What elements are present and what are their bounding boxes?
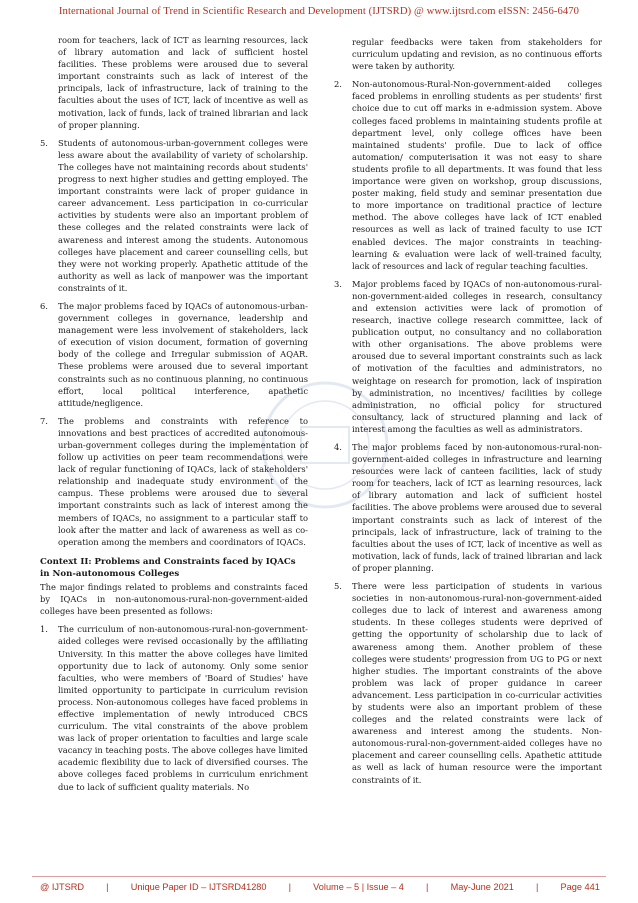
footer-brand: @ IJTSRD (40, 882, 85, 892)
list-item (40, 300, 308, 409)
list-item (40, 415, 308, 548)
footer-date: May-June 2021 (450, 882, 514, 892)
footer-separator: | (426, 882, 429, 892)
continued-paragraph: regular feedbacks were taken from stakeholders for curriculum updating and revision, as no continuous efforts were taken by authority. (352, 37, 602, 72)
footer-page-number: Page 441 (560, 882, 600, 892)
continued-paragraph: room for teachers, lack of ICT as learning resources, lack of library automation and lack of sufficient hostel facilities. These problems were aroused due to several important constraints such as lack of interest of the principals, lack of infrastructure, lack of training to the faculties about the uses of ICT, lack of incentive as well as motivation, lack of funds, lack of trained librarian and lack of proper planning. (58, 35, 308, 130)
list-item (334, 580, 602, 786)
item-number: 2. (334, 79, 342, 90)
list-item (334, 441, 602, 574)
item-number: 3. (334, 278, 342, 289)
item-number: 7. (40, 415, 48, 426)
item-text: The major problems faced by IQACs of autonomous-urban-government colleges in governance, leadership and management were less involvement of stakeholders, lack of execution of vision document, formation of governing body of the college and Irregular submission of AQAR. These problems were aroused due to several important constraints such as no continuous planning, no continuous effort, local political interference, apathetic attitude/negligence. (58, 300, 308, 408)
item-text: Students of autonomous-urban-government colleges were less aware about the availability of variety of scholarship. The colleges have not maintaining records about students' progress to next higher studies and getting employed. The important constraints were lack of proper guidance in career advancement. Less participation in co-curricular activities by students were also an important problem of these colleges and the related constraints were lack of awareness and interest among the students. Autonomous colleges have placement and career counselling cells, but they were not working properly. Apathetic attitude of the authority as well as lack of manpower was the important constraints of it. (58, 137, 308, 293)
section-intro: The major findings related to problems and constraints faced by IQACs in non-autonomous-rural-non-government-aided colleges have been presented as follows: (40, 582, 308, 617)
numbered-list-nonautonomous (40, 623, 308, 792)
footer-separator: | (288, 882, 292, 892)
left-column (40, 34, 308, 793)
footer-rule (32, 876, 606, 877)
section-heading: Context II: Problems and Constraints faced by IQACs in Non-autonomous Colleges (40, 556, 296, 579)
numbered-list-continued (334, 78, 602, 785)
list-item (40, 623, 308, 792)
item-number: 4. (334, 442, 342, 452)
item-text: The problems and constraints with reference to innovations and best practices of accredited autonomous-urban-government colleges during the implementation of follow up activities on peer team recommendations were lack of regular functioning of IQACs, lack of stakeholders' relationship and inadequate study environment of the campus. These problems were aroused due to several important constraints such as lack of interest among the members of IQACs, no assignment to a particular staff to look after the matter and lack of awareness as well as co-operation among the members and coordinators of IQACs. (58, 415, 308, 547)
item-text: Major problems faced by IQACs of non-autonomous-rural-non-government-aided colleges in research, consultancy and extension activities were lack of promotion of research, inactive college research committee, lack of publication output, no consultancy and no collaboration with other organisations. The above problems were aroused due to several important constraints such as lack of motivation of the faculties and administrators, no weightage on research for promotion, lack of inspiration by administration, no incentives/ facilities by college administration, no official policy for structured consultancy, lack of structured planning and lack of interest among the faculties as well as administrators. (352, 278, 602, 434)
page-footer (40, 882, 600, 892)
item-text: Non-autonomous-Rural-Non-government-aided colleges faced problems in enrolling students as per students' first choice due to cut off marks in e-admission system. Above colleges faced problems in maintaining students profile at department level, only college offices have been maintained students' profile. Due to lack of office automation/ computerisation it was not easy to share students profile to all departments. It was found that less importance were given on workshop, group discussions, poster making, field study and seminar presentation due to more importance on traditional practice of lecture method. The above colleges have lack of ICT enabled resources as well as lack of trained faculty to use ICT enabled devices. The major constraints in teaching-learning & evaluation were lack of well-trained faculty, lack of resources and lack of regular teaching faculties. (352, 79, 602, 271)
numbered-list-autonomous (40, 137, 308, 548)
footer-separator: | (106, 882, 109, 892)
item-text: The major problems faced by non-autonomous-rural-non-government-aided colleges in infrastructure and learning resources were lack of canteen facilities, lack of study room for teachers, lack of ICT as learning resources, lack of library automation and lack of sufficient hostel facilities. The above problems were aroused due to several important constraints such as lack of interest of the principals, lack of infrastructure, lack of training to the faculties about the uses of ICT, lack of incentive as well as motivation, lack of funds, lack of trained librarian and lack of proper planning. (352, 442, 602, 573)
journal-header: International Journal of Trend in Scientific Research and Development (IJTSRD) @ www.ijtsrd.com eISSN: 2456-6470 (58, 6, 580, 17)
right-column (334, 36, 602, 786)
footer-paper-id: Unique Paper ID – IJTSRD41280 (130, 882, 267, 892)
item-number: 5. (40, 137, 48, 148)
item-number: 6. (40, 300, 48, 311)
list-item (334, 278, 602, 435)
item-text: There were less participation of students in various societies in non-autonomous-rural-non-government-aided colleges due to lack of interest and awareness among students. In these colleges students were deprived of getting the opportunity of scholarship due to lack of awareness among them. Another problem of these colleges were students' progression from UG to PG or next higher studies. The important constraints of the above problem was lack of proper guidance in career advancement. Less participation in co-curricular activities by students were also an important problem of these colleges and the related constraints were lack of awareness and interest among the students. Non-autonomous-rural-non-government-aided colleges have no placement and career counselling cells. Apathetic attitude as well as lack of human resource were the important constraints of it. (352, 581, 602, 785)
footer-separator: | (536, 882, 539, 892)
list-item (334, 78, 602, 272)
item-number: 5. (334, 581, 342, 592)
list-item (40, 137, 308, 294)
footer-volume: Volume – 5 | Issue – 4 (313, 882, 404, 892)
item-text: The curriculum of non-autonomous-rural-non-government-aided colleges were revised occasionally by the affiliating University. In this matter the above colleges have limited opportunity due to lack of autonomy. Only some senior faculties, who were members of 'Board of Studies' have limited opportunity to participate in curriculum revision process. Non-autonomous colleges have faced problems in effective implementation of newly introduced CBCS curriculum. The vital constraints of the above problem was lack of proper orientation to faculties and large scale vacancy in teaching posts. The above colleges have limited academic flexibility due to lack of diversified courses. The above colleges faced problems in curriculum enrichment due to lack of sufficient quality materials. No (58, 624, 308, 792)
item-number: 1. (40, 624, 48, 635)
